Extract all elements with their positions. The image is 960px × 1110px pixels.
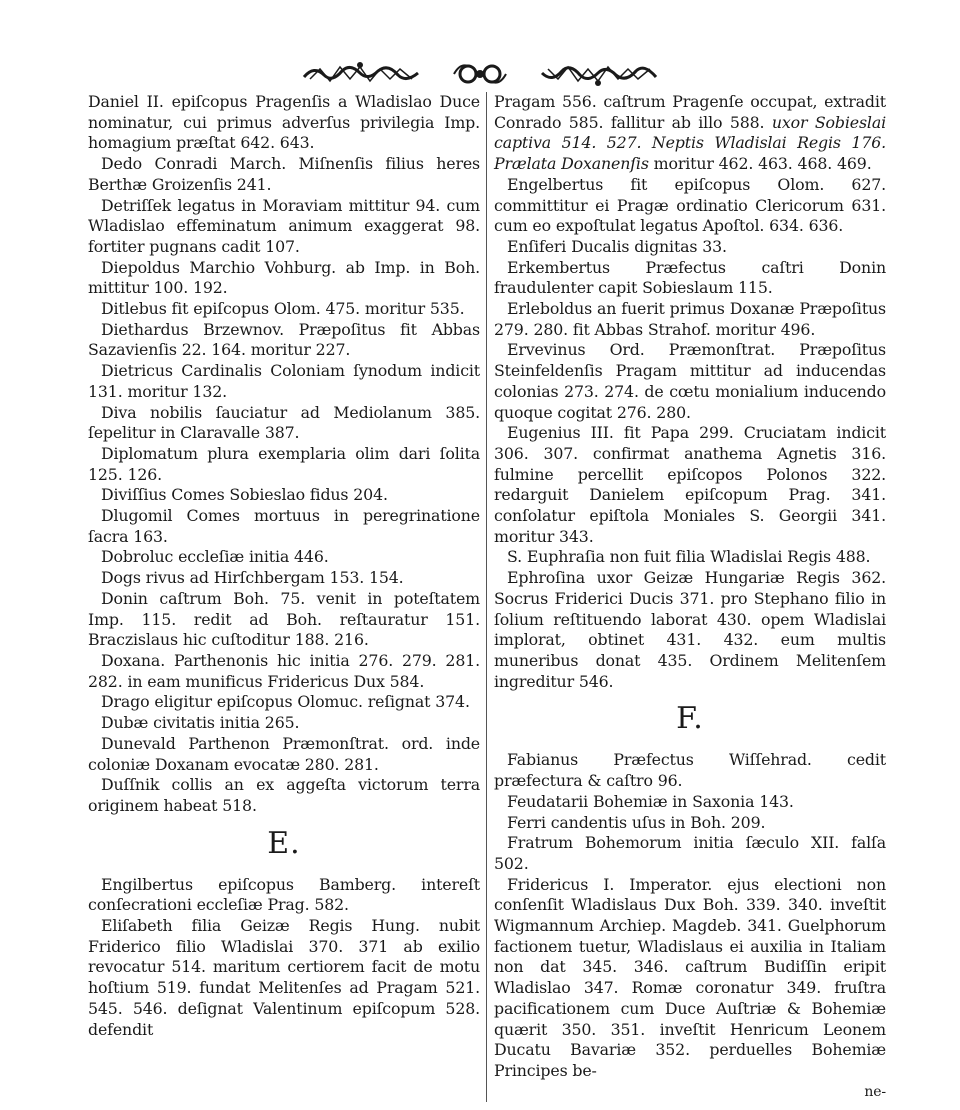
entry-italic-text: uxor Sobieslai captiva 514. 527. Neptis Wladislai Regis 176. Prælata Doxanenſis [494, 112, 886, 174]
index-page [88, 92, 888, 1102]
index-entry: Daniel II. epiſcopus Pragenſis a Wladislao Duce nominatur, cui primus adverſus privilegia Imp. homagium præſtat 642. 643. [88, 92, 480, 153]
index-entry: Dogs rivus ad Hirſchbergam 153. 154. [101, 568, 404, 588]
index-entry: Fabianus Præfectus Wiſſehrad. cedit præfectura & caſtro 96. [494, 750, 886, 791]
index-entry: Ervevinus Ord. Præmonſtrat. Præpoſitus Steinfeldenſis Pragam mittitur ad inducendas colonias 273. 274. de cœtu monialium inducendo quoque cogitat 276. 280. [494, 340, 886, 422]
right-column [487, 92, 886, 1102]
index-entry: Fridericus I. Imperator. ejus electioni non conſenſit Wladislaus Dux Boh. 339. 340. inveſtit Wigmannum Archiep. Magdeb. 341. Guelphorum factionem tuetur, Wladislaus ei auxilia in Italiam non dat 345. 346. caſtrum Budiſſin eripit Wladislao 347. Romæ coronatur 349. fruſtra pacificationem cum Duce Auſtriæ & Bohemiæ quærit 350. 351. inveſtit Henricum Leonem Ducatu Bavariæ 352. perduelles Bohemiæ Principes be- [494, 874, 886, 1080]
index-entry: Dedo Conradi March. Miſnenſis filius heres Berthæ Groizenſis 241. [88, 154, 480, 194]
index-entry: Diva nobilis ſauciatur ad Mediolanum 385. ſepelitur in Claravalle 387. [88, 402, 480, 443]
index-entry: Dlugomil Comes mortuus in peregrinatione ſacra 163. [88, 506, 480, 546]
index-entry: Diethardus Brzewnov. Præpoſitus fit Abbas Sazavienſis 22. 164. moritur 227. [88, 319, 480, 360]
index-entry: S. Euphraſia non fuit filia Wladislai Regis 488. [507, 547, 871, 567]
index-entry: Diviſſius Comes Sobieslao fidus 204. [101, 485, 388, 505]
index-entry: Donin caſtrum Boh. 75. venit in poteſtatem Imp. 115. redit ad Boh. reſtauratur 151. Braczislaus hic cuſtoditur 188. 216. [88, 588, 480, 650]
section-letter-f: F. [676, 701, 704, 737]
index-entry: Erkembertus Præfectus caſtri Donin fraudulenter capit Sobieslaum 115. [494, 257, 886, 298]
index-entry: Doxana. Parthenonis hic initia 276. 279. 281. 282. in eam munificus Fridericus Dux 584. [88, 650, 480, 691]
index-entry: Erleboldus an fuerit primus Doxanæ Præpoſitus 279. 280. fit Abbas Strahof. moritur 496. [494, 299, 886, 339]
section-letter-e: E. [267, 825, 301, 861]
index-entry: Enſiferi Ducalis dignitas 33. [507, 236, 727, 256]
index-entry: Ditlebus fit epiſcopus Olom. 475. moritur 535. [101, 299, 465, 319]
index-entry: Ferri candentis uſus in Boh. 209. [507, 812, 766, 832]
index-entry: Fratrum Bohemorum initia ſæculo XII. falſa 502. [494, 833, 886, 873]
index-entry: Engilbertus epiſcopus Bamberg. intereſt conſecrationi eccleſiæ Prag. 582. [88, 874, 480, 915]
ornament-center-icon [450, 59, 510, 89]
index-entry: Eugenius III. fit Papa 299. Cruciatam indicit 306. 307. confirmat anathema Agnetis 316. fulmine percellit epiſcopos Polonos 322. redarguit Danielem epiſcopum Prag. 341. conſolatur epiſtola Moniales S. Georgii 341. moritur 343. [494, 423, 886, 546]
index-entry: Ephroſina uxor Geizæ Hungariæ Regis 362. Socrus Friderici Ducis 371. pro Stephano filio in ſolium reſtituendo laborat 430. opem Wladislai implorat, obtinet 431. 432. eum multis muneribus donat 435. Ordinem Melitenſem ingreditur 546. [494, 568, 886, 691]
ornament-right-icon [540, 59, 658, 89]
entry-text: Pragam 556. caſtrum Pragenſe occupat, extradit Conrado 585. fallitur ab illo 588. [494, 92, 886, 132]
index-entry: Dunevald Parthenon Præmonſtrat. ord. inde coloniæ Doxanam evocatæ 280. 281. [88, 733, 480, 774]
index-entry: Drago eligitur epiſcopus Olomuc. reſignat 374. [101, 692, 470, 712]
index-entry: Diplomatum plura exemplaria olim dari ſolita 125. 126. [88, 443, 480, 484]
index-entry: Duſſnik collis an ex aggeſta victorum terra originem habeat 518. [88, 775, 480, 815]
left-column [88, 92, 487, 1102]
index-entry: Dubæ civitatis initia 265. [101, 713, 300, 733]
index-entry: Eliſabeth filia Geizæ Regis Hung. nubit Friderico filio Wladislai 370. 371 ab exilio revocatur 514. maritum certiorem facit de motu hoſtium 519. fundat Melitenſes ad Pragam 521. 545. 546. deſignat Valentinum epiſcopum 528. defendit [88, 916, 480, 1039]
catchword: ne- [864, 1083, 886, 1100]
index-entry: Dietricus Cardinalis Coloniam ſynodum indicit 131. moritur 132. [88, 361, 480, 401]
entry-text: moritur 462. 463. 468. 469. [648, 154, 872, 174]
index-entry-continued [494, 92, 886, 175]
index-entry: Feudatarii Bohemiæ in Saxonia 143. [507, 791, 794, 811]
index-entry: Engelbertus fit epiſcopus Olom. 627. committitur ei Pragæ ordinatio Clericorum 631. cum eo expoſtulat legatus Apoſtol. 634. 636. [494, 174, 886, 236]
index-entry: Dobroluc eccleſiæ initia 446. [101, 547, 329, 567]
index-entry: Diepoldus Marchio Vohburg. ab Imp. in Boh. mittitur 100. 192. [88, 257, 480, 298]
ornament-left-icon [302, 59, 420, 89]
index-entry: Detriſſek legatus in Moraviam mittitur 94. cum Wladislao effeminatum animum exaggerat 98. fortiter pugnans cadit 107. [88, 195, 480, 256]
header-ornament [0, 54, 960, 94]
